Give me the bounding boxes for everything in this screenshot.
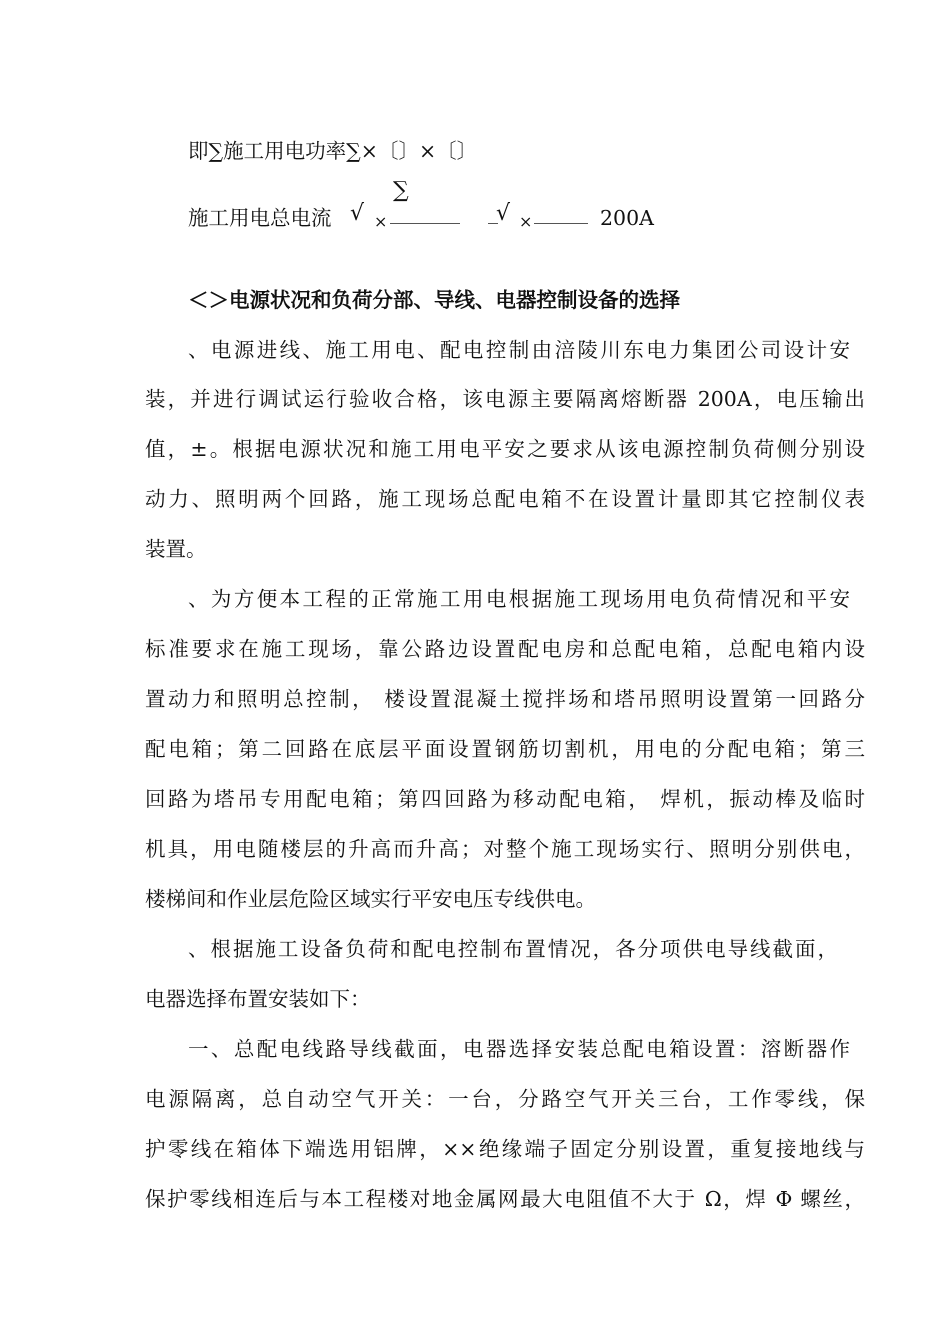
paragraph-line: 值，±。根据电源状况和施工用电平安之要求从该电源控制负荷侧分别设 (145, 437, 865, 461)
paragraph-line: 机具，用电随楼层的升高而升高；对整个施工现场实行、照明分别供电， (145, 837, 865, 861)
paragraph-line: 、根据施工设备负荷和配电控制布置情况，各分项供电导线截面， (188, 937, 838, 961)
formula-current-result: 200A (600, 206, 654, 230)
paragraph-line: 、为方便本工程的正常施工用电根据施工现场用电负荷情况和平安 (188, 587, 850, 611)
paragraph-line: 配电箱；第二回路在底层平面设置钢筋切割机，用电的分配电箱；第三 (145, 737, 865, 761)
paragraph-line: 标准要求在施工现场，靠公路边设置配电房和总配电箱，总配电箱内设 (145, 637, 865, 661)
paragraph-line: 动力、照明两个回路，施工现场总配电箱不在设置计量即其它控制仪表 (145, 487, 865, 511)
section-heading: ＜＞电源状况和负荷分部、导线、电器控制设备的选择 (188, 288, 680, 312)
paragraph-line: 装置。 (145, 537, 207, 561)
paragraph-line: 置动力和照明总控制， 楼设置混凝土搅拌场和塔吊照明设置第一回路分 (145, 687, 865, 711)
times-symbol-2: × (519, 212, 533, 231)
paragraph-line: 保护零线相连后与本工程楼对地金属网最大电阻值不大于 Ω，焊 Φ 螺丝， (145, 1187, 865, 1211)
formula-current-label: 施工用电总电流 (188, 206, 332, 230)
paragraph-line: 、电源进线、施工用电、配电控制由涪陵川东电力集团公司设计安 (188, 338, 850, 362)
times-symbol-1: × (374, 212, 388, 231)
fraction-line-1 (390, 223, 460, 224)
fraction-line-3 (534, 223, 588, 224)
paragraph-line: 电源隔离，总自动空气开关：一台，分路空气开关三台，工作零线，保 (145, 1087, 865, 1111)
paragraph-line: 护零线在箱体下端选用铝牌，××绝缘端子固定分别设置，重复接地线与 (145, 1137, 865, 1161)
sqrt-symbol-1: √ (350, 201, 365, 226)
sigma-symbol: ∑ (393, 178, 409, 203)
paragraph-line: 回路为塔吊专用配电箱；第四回路为移动配电箱， 焊机，振动棒及临时 (145, 787, 865, 811)
sqrt-symbol-2: √ (496, 201, 511, 226)
formula-power: 即∑施工用电功率∑×〔〕×〔〕 (188, 139, 478, 163)
paragraph-line: 一、总配电线路导线截面，电器选择安装总配电箱设置：溶断器作 (188, 1037, 850, 1061)
paragraph-line: 楼梯间和作业层危险区域实行平安电压专线供电。 (145, 887, 596, 911)
paragraph-line: 电器选择布置安装如下： (145, 987, 371, 1011)
paragraph-line: 装，并进行调试运行验收合格，该电源主要隔离熔断器 200A，电压输出 (145, 387, 865, 411)
